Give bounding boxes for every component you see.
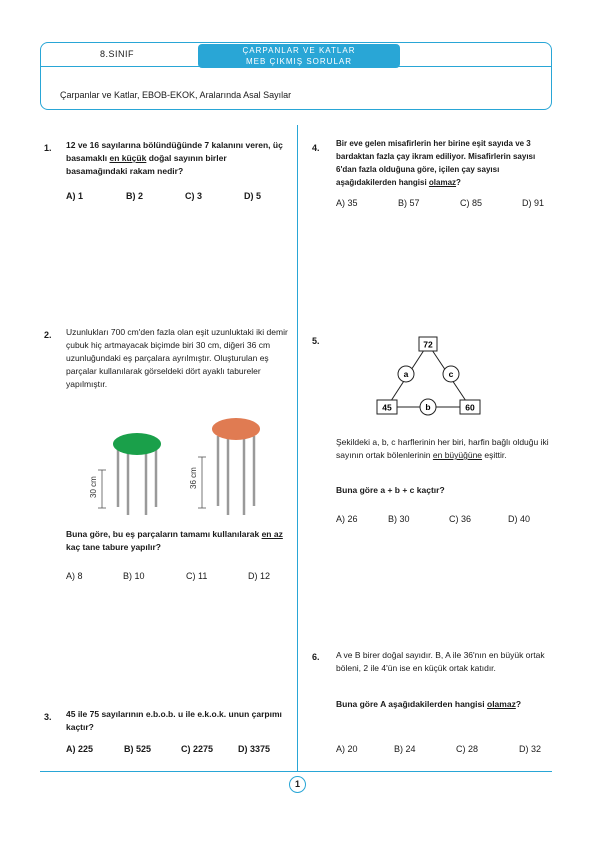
q2-option-a[interactable]: A) 8 (66, 571, 83, 581)
q3-number: 3. (44, 712, 52, 722)
q4-option-b[interactable]: B) 57 (398, 198, 420, 208)
q1-options (66, 191, 286, 203)
node-left: 45 (382, 402, 392, 413)
q5-question: Buna göre a + b + c kaçtır? (336, 485, 445, 495)
q5-text: Şekildeki a, b, c harflerinin her biri, harfin bağlı olduğu iki sayının ortak bölenlerinin en büyüğüne eşittir. (336, 437, 549, 460)
q3-text: 45 ile 75 sayılarının e.b.o.b. u ile e.k.o.k. unun çarpımı kaçtır? (66, 709, 282, 732)
q4-option-a[interactable]: A) 35 (336, 198, 358, 208)
stools-figure (80, 412, 280, 520)
label-36cm: 36 cm (189, 467, 198, 489)
q4-emphasis: olamaz (428, 178, 457, 187)
q5-option-a[interactable]: A) 26 (336, 514, 358, 524)
divisor-diagram (370, 334, 490, 420)
q2-option-c[interactable]: C) 11 (186, 571, 208, 581)
orange-stool (212, 418, 260, 515)
green-stool (113, 433, 161, 515)
title-badge (198, 44, 400, 68)
q5-option-b[interactable]: B) 30 (388, 514, 410, 524)
grade-label: 8.SINIF (100, 49, 135, 59)
q2-number: 2. (44, 330, 52, 340)
q3-options (66, 744, 286, 756)
q6-question: Buna göre A aşağıdakilerden hangisi olamaz? (336, 699, 522, 709)
q2-emphasis: en az (261, 529, 283, 539)
q2-question: Buna göre, bu eş parçaların tamamı kullanılarak en az kaç tane tabure yapılır? (66, 529, 283, 552)
page-number: 1 (289, 776, 306, 793)
q1-emphasis: en küçük (109, 153, 147, 163)
column-divider (297, 125, 298, 771)
q4-options (336, 198, 550, 210)
q2-option-d[interactable]: D) 12 (248, 571, 271, 581)
footer-line (40, 771, 552, 772)
node-b: b (425, 402, 431, 412)
q4-number: 4. (312, 143, 320, 153)
q4-text: Bir eve gelen misafirlerin her birine eşit sayıda ve 3 bardaktan fazla çay ikram ediliyor. Misafirlerin sayısı 6'dan fazla olduğuna göre, içilen çay sayısı aşağıdakilerden hangisi olamaz? (336, 139, 536, 187)
q6-text: A ve B birer doğal sayıdır. B, A ile 36'nın en büyük ortak böleni, 2 ile 4'ün ise en küçük ortak katıdır. (336, 650, 545, 673)
q1-option-d[interactable]: D) 5 (244, 191, 262, 201)
q4-option-d[interactable]: D) 91 (522, 198, 545, 208)
node-a: a (403, 369, 409, 379)
label-30cm: 30 cm (89, 476, 98, 498)
q1-text: 12 ve 16 sayılarına bölündüğünde 7 kalanını veren, üç basamaklı en küçük doğal sayının birler basamağındaki rakam nedir? (66, 140, 283, 176)
title-line-1: ÇARPANLAR VE KATLAR (242, 46, 356, 55)
node-top: 72 (423, 339, 433, 350)
q3-option-b[interactable]: B) 525 (124, 744, 152, 754)
q1-number: 1. (44, 143, 52, 153)
q6-options (336, 744, 550, 756)
q3-option-c[interactable]: C) 2275 (181, 744, 214, 754)
q3-option-d[interactable]: D) 3375 (238, 744, 271, 754)
q6-number: 6. (312, 652, 320, 662)
q2-text: Uzunlukları 700 cm'den fazla olan eşit uzunluktaki iki demir çubuk hiç artmayacak biçimde biri 30 cm, diğeri 36 cm uzunluğundaki eş parçalara ayrılmıştır. Oluşturulan eş parçalar kullanılarak görseldeki dört ayaklı tabureler yapılmıştır. (66, 327, 288, 389)
q1-option-a[interactable]: A) 1 (66, 191, 84, 201)
q2-options (66, 571, 286, 583)
q6-option-c[interactable]: C) 28 (456, 744, 479, 754)
q5-option-d[interactable]: D) 40 (508, 514, 531, 524)
node-c: c (448, 369, 454, 379)
orange-seat (212, 418, 260, 440)
q5-emphasis: en büyüğüne (432, 450, 483, 460)
topics-line: Çarpanlar ve Katlar, EBOB-EKOK, Aralarında Asal Sayılar (60, 90, 292, 100)
title-line-2: MEB ÇIKMIŞ SORULAR (245, 57, 352, 66)
q3-option-a[interactable]: A) 225 (66, 744, 94, 754)
q6-option-d[interactable]: D) 32 (519, 744, 542, 754)
q6-emphasis: olamaz (487, 699, 516, 709)
q1-option-b[interactable]: B) 2 (126, 191, 144, 201)
q5-number: 5. (312, 336, 320, 346)
node-right: 60 (465, 402, 475, 413)
q2-option-b[interactable]: B) 10 (123, 571, 145, 581)
green-seat (113, 433, 161, 455)
q5-options (336, 514, 550, 526)
q5-option-c[interactable]: C) 36 (449, 514, 472, 524)
q4-option-c[interactable]: C) 85 (460, 198, 483, 208)
q6-option-a[interactable]: A) 20 (336, 744, 358, 754)
q6-option-b[interactable]: B) 24 (394, 744, 416, 754)
q1-option-c[interactable]: C) 3 (185, 191, 203, 201)
